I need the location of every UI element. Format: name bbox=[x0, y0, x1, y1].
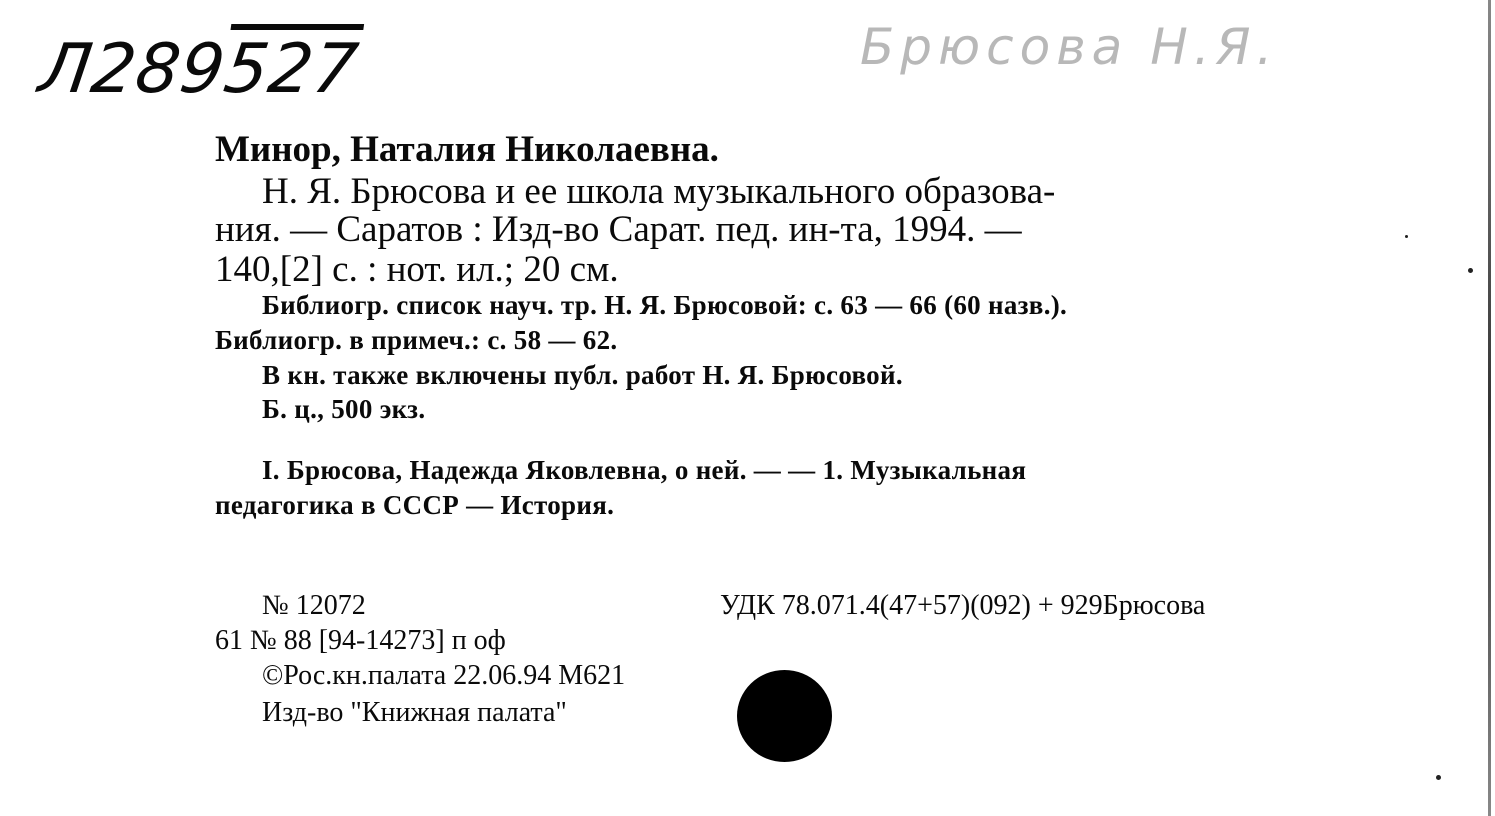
ink-speck bbox=[1468, 268, 1473, 273]
registration-line: 61 № 88 [94-14273] п оф bbox=[215, 625, 506, 656]
ink-speck bbox=[1436, 775, 1441, 780]
note-line: Б. ц., 500 экз. bbox=[262, 394, 426, 424]
call-number-overlined: 527 bbox=[219, 30, 364, 109]
note-line: В кн. также включены публ. работ Н. Я. Брюсовой. bbox=[262, 360, 903, 390]
faint-handwritten-note: Брюсова Н.Я. bbox=[860, 18, 1279, 76]
card-edge bbox=[1488, 0, 1491, 816]
title-line: Н. Я. Брюсова и ее школа музыкального образова- bbox=[262, 171, 1056, 212]
card-number: № 12072 bbox=[262, 590, 366, 621]
publisher-line: Изд-во "Книжная палата" bbox=[262, 697, 567, 728]
copyright-line: ©Рос.кн.палата 22.06.94 М621 bbox=[262, 660, 626, 691]
punch-hole bbox=[737, 670, 832, 762]
udc-code: УДК 78.071.4(47+57)(092) + 929Брюсова bbox=[720, 590, 1206, 621]
note-line: Библиогр. в примеч.: с. 58 — 62. bbox=[215, 325, 618, 355]
title-line: 140,[2] с. : нот. ил.; 20 см. bbox=[215, 249, 619, 290]
call-number-main: Л289 bbox=[34, 30, 231, 109]
note-line: Библиогр. список науч. тр. Н. Я. Брюсовой: с. 63 — 66 (60 назв.). bbox=[262, 290, 1068, 320]
ink-speck bbox=[1405, 235, 1408, 238]
subject-line: I. Брюсова, Надежда Яковлевна, о ней. — — 1. Музыкальная bbox=[262, 455, 1027, 485]
title-line: ния. — Саратов : Изд-во Сарат. пед. ин-та, 1994. — bbox=[215, 209, 1022, 250]
subject-line: педагогика в СССР — История. bbox=[215, 490, 615, 520]
call-number bbox=[34, 30, 363, 109]
author-heading: Минор, Наталия Николаевна. bbox=[215, 129, 719, 170]
